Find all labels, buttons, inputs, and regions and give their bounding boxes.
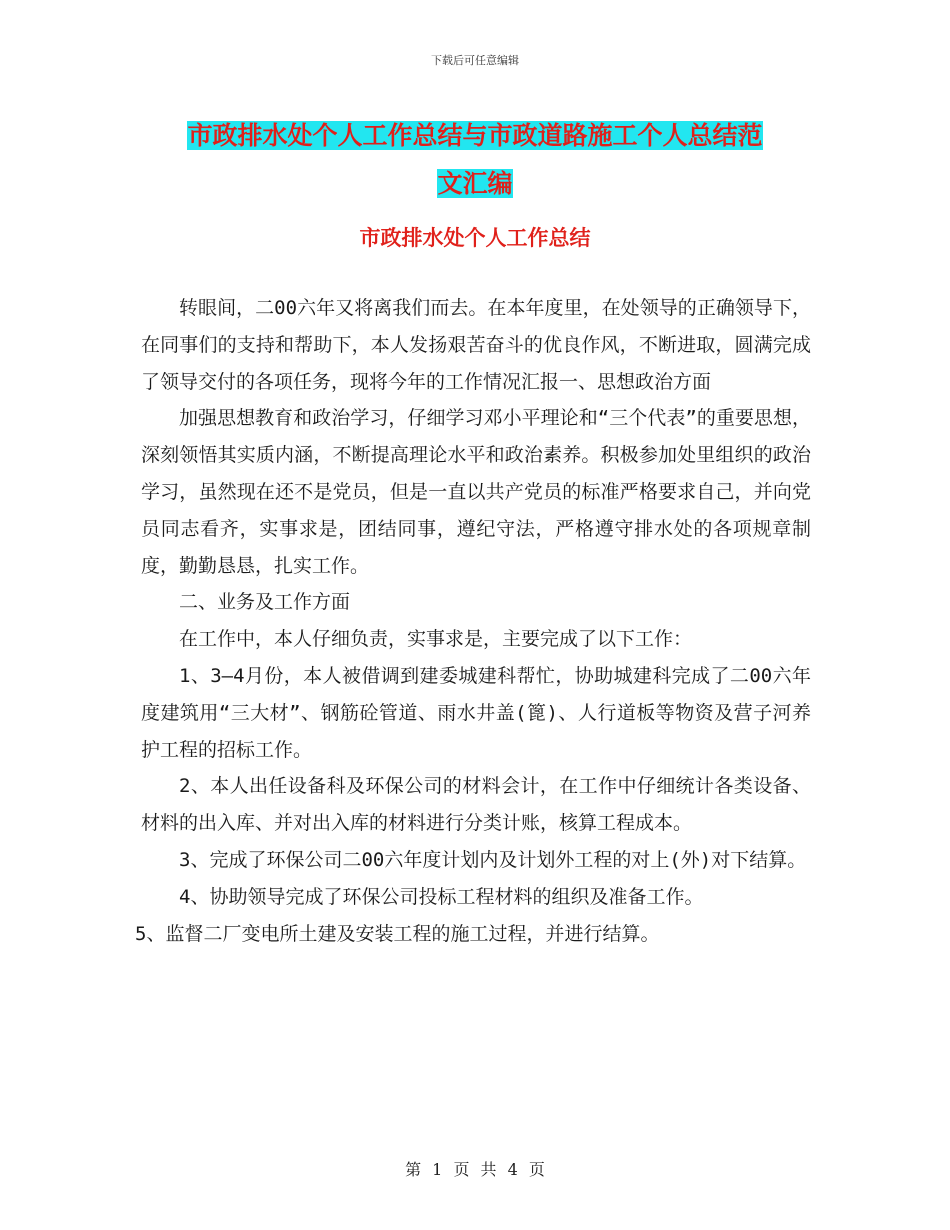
header-note: 下载后可任意编辑 — [431, 54, 519, 67]
paragraph: 2、本人出任设备科及环保公司的材料会计，在工作中仔细统计各类设备、材料的出入库、并对出入库的材料进行分类计账，核算工程成本。 — [141, 775, 811, 835]
document-body — [135, 290, 811, 952]
paragraph: 1、3—4月份，本人被借调到建委城建科帮忙，协助城建科完成了二00六年度建筑用“三大材”、钢筋砼管道、雨水井盖(篦)、人行道板等物资及营子河养护工程的招标工作。 — [141, 664, 811, 761]
document-title — [140, 112, 810, 208]
paragraph: 在工作中，本人仔细负责，实事求是，主要完成了以下工作： — [179, 628, 693, 651]
paragraph: 4、协助领导完成了环保公司投标工程材料的组织及准备工作。 — [179, 885, 704, 908]
page-number-footer: 第 1 页 共 4 页 — [405, 1160, 545, 1179]
paragraph: 转眼间，二00六年又将离我们而去。在本年度里，在处领导的正确领导下，在同事们的支持和帮助下，本人发扬艰苦奋斗的优良作风，不断进取，圆满完成了领导交付的各项任务，现将今年的工作情况汇报一、思想政治方面 — [141, 297, 811, 393]
title-line-2: 文汇编 — [437, 169, 513, 198]
paragraph: 加强思想教育和政治学习，仔细学习邓小平理论和“三个代表”的重要思想，深刻领悟其实质内涵，不断提高理论水平和政治素养。积极参加处里组织的政治学习，虽然现在还不是党员，但是一直以共产党员的标准严格要求自己，并向党员同志看齐，实事求是，团结同事，遵纪守法，严格遵守排水处的各项规章制度，勤勤恳恳，扎实工作。 — [141, 407, 811, 577]
paragraph: 5、监督二厂变电所土建及安装工程的施工过程，并进行结算。 — [135, 922, 660, 945]
section-title: 市政排水处个人工作总结 — [359, 225, 591, 250]
paragraph: 3、完成了环保公司二00六年度计划内及计划外工程的对上(外)对下结算。 — [179, 848, 807, 871]
paragraph: 二、业务及工作方面 — [179, 591, 351, 614]
title-line-1: 市政排水处个人工作总结与市政道路施工个人总结范 — [187, 121, 763, 150]
